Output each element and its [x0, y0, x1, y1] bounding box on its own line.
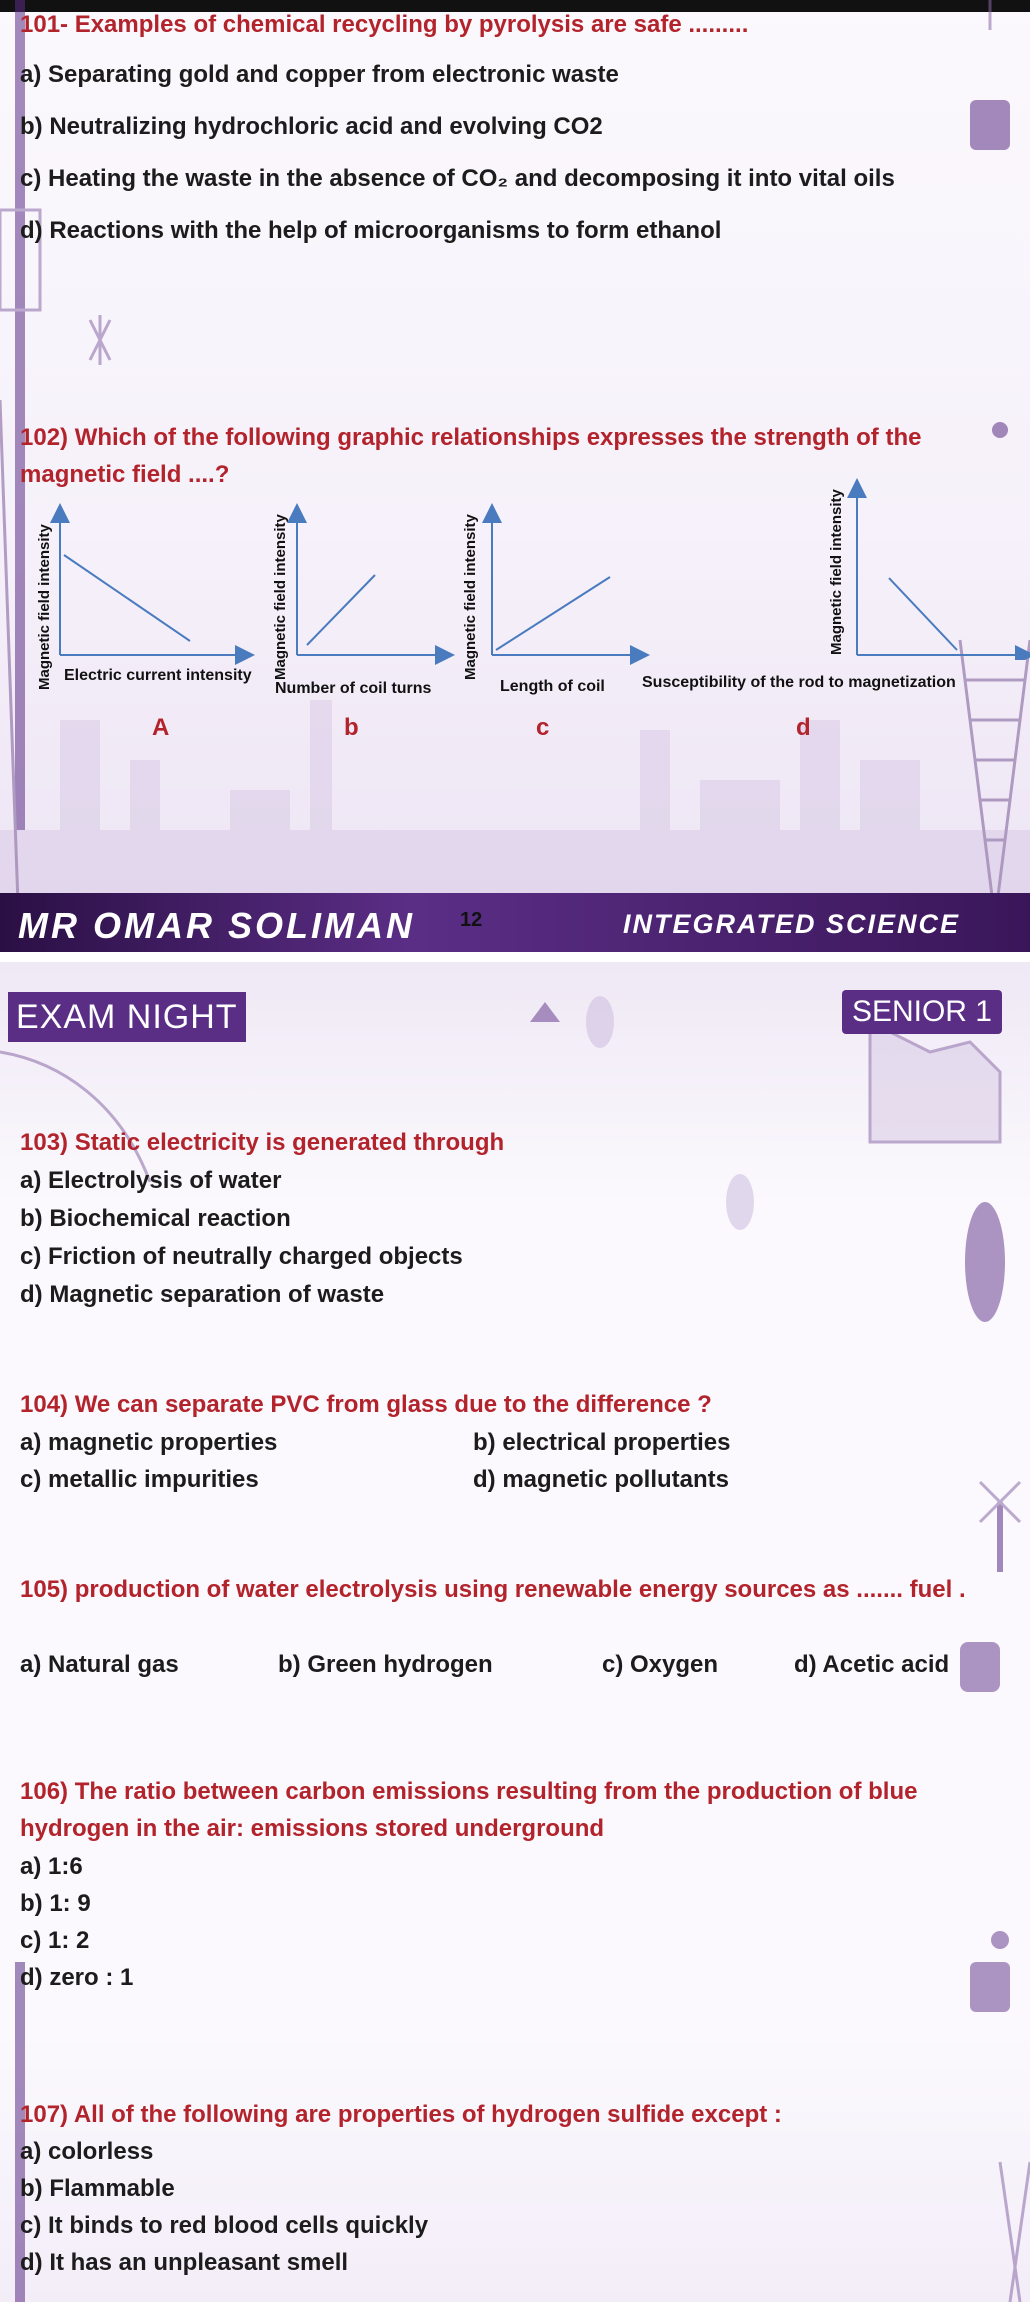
q103-option-d[interactable]: d) Magnetic separation of waste — [20, 1281, 385, 1308]
graph-d-letter: d — [796, 714, 811, 741]
senior-badge: SENIOR 1 — [842, 990, 1002, 1034]
graph-c-trend-line — [496, 577, 610, 650]
graph-a-trend-line — [64, 555, 190, 641]
graph-a-letter: A — [152, 714, 170, 741]
question-107: 107) All of the following are properties of hydrogen sulfide except : — [20, 2101, 782, 2128]
graph-c-ylabel: Magnetic field intensity — [462, 514, 479, 680]
q106-option-b[interactable]: b) 1: 9 — [20, 1890, 91, 1917]
graph-a-ylabel: Magnetic field intensity — [36, 524, 53, 690]
graph-c-letter: c — [536, 714, 550, 741]
q105-option-d[interactable]: d) Acetic acid — [794, 1651, 950, 1678]
q107-option-c[interactable]: c) It binds to red blood cells quickly — [20, 2212, 429, 2239]
question-103: 103) Static electricity is generated through — [20, 1129, 505, 1156]
question-102: 102) Which of the following graphic relationships expresses the strength of the magnetic field ....? — [20, 424, 922, 488]
q104-option-b[interactable]: b) electrical properties — [473, 1429, 731, 1456]
page-footer — [0, 893, 1030, 957]
graph-d-xlabel: Susceptibility of the rod to magnetization — [642, 674, 956, 691]
q107-option-d[interactable]: d) It has an unpleasant smell — [20, 2249, 349, 2276]
q101-option-a[interactable]: a) Separating gold and copper from electronic waste — [20, 61, 619, 88]
graph-b-trend-line — [307, 575, 375, 645]
q105-option-b[interactable]: b) Green hydrogen — [278, 1651, 493, 1678]
graph-d-plot — [815, 470, 1030, 660]
graph-b-ylabel: Magnetic field intensity — [272, 514, 289, 680]
q107-option-b[interactable]: b) Flammable — [20, 2175, 175, 2202]
graph-a-plot — [20, 495, 280, 685]
exam-night-badge: EXAM NIGHT — [8, 992, 246, 1042]
graph-d-trend-line — [889, 578, 957, 650]
page-gap — [0, 952, 1030, 962]
question-105: 105) production of water electrolysis using renewable energy sources as ....... fuel . — [20, 1576, 966, 1603]
question-101: 101- Examples of chemical recycling by pyrolysis are safe ......... — [20, 11, 749, 38]
graph-a-xlabel: Electric current intensity — [64, 667, 252, 684]
q101-option-b[interactable]: b) Neutralizing hydrochloric acid and evolving CO2 — [20, 113, 603, 140]
q103-option-c[interactable]: c) Friction of neutrally charged objects — [20, 1243, 463, 1270]
question-104: 104) We can separate PVC from glass due to the difference ? — [20, 1391, 712, 1418]
q107-option-a[interactable]: a) colorless — [20, 2138, 154, 2165]
subject-title: INTEGRATED SCIENCE — [622, 909, 960, 939]
graph-d-ylabel: Magnetic field intensity — [828, 489, 845, 655]
q101-option-d[interactable]: d) Reactions with the help of microorganisms to form ethanol — [20, 217, 722, 244]
question-106: 106) The ratio between carbon emissions resulting from the production of blue hydrogen in the air: emissions stored underground — [20, 1778, 918, 1842]
q106-option-c[interactable]: c) 1: 2 — [20, 1927, 90, 1954]
q106-option-d[interactable]: d) zero : 1 — [20, 1964, 134, 1991]
q103-option-b[interactable]: b) Biochemical reaction — [20, 1205, 291, 1232]
q105-option-c[interactable]: c) Oxygen — [602, 1651, 719, 1678]
graph-c-xlabel: Length of coil — [500, 678, 605, 695]
page-12 — [0, 0, 1030, 962]
page-number: 12 — [460, 909, 483, 931]
author-name: MR OMAR SOLIMAN — [18, 905, 415, 946]
q104-option-c[interactable]: c) metallic impurities — [20, 1466, 259, 1493]
page-13 — [0, 962, 1030, 2302]
q103-option-a[interactable]: a) Electrolysis of water — [20, 1167, 282, 1194]
q105-option-a[interactable]: a) Natural gas — [20, 1651, 179, 1678]
q106-option-a[interactable]: a) 1:6 — [20, 1853, 83, 1880]
graph-b-xlabel: Number of coil turns — [275, 680, 432, 697]
q104-option-d[interactable]: d) magnetic pollutants — [473, 1466, 730, 1493]
graph-b-letter: b — [344, 714, 359, 741]
graph-c-plot — [450, 495, 650, 685]
q101-option-c[interactable]: c) Heating the waste in the absence of CO₂ and decomposing it into vital oils — [20, 165, 895, 192]
q104-option-a[interactable]: a) magnetic properties — [20, 1429, 278, 1456]
